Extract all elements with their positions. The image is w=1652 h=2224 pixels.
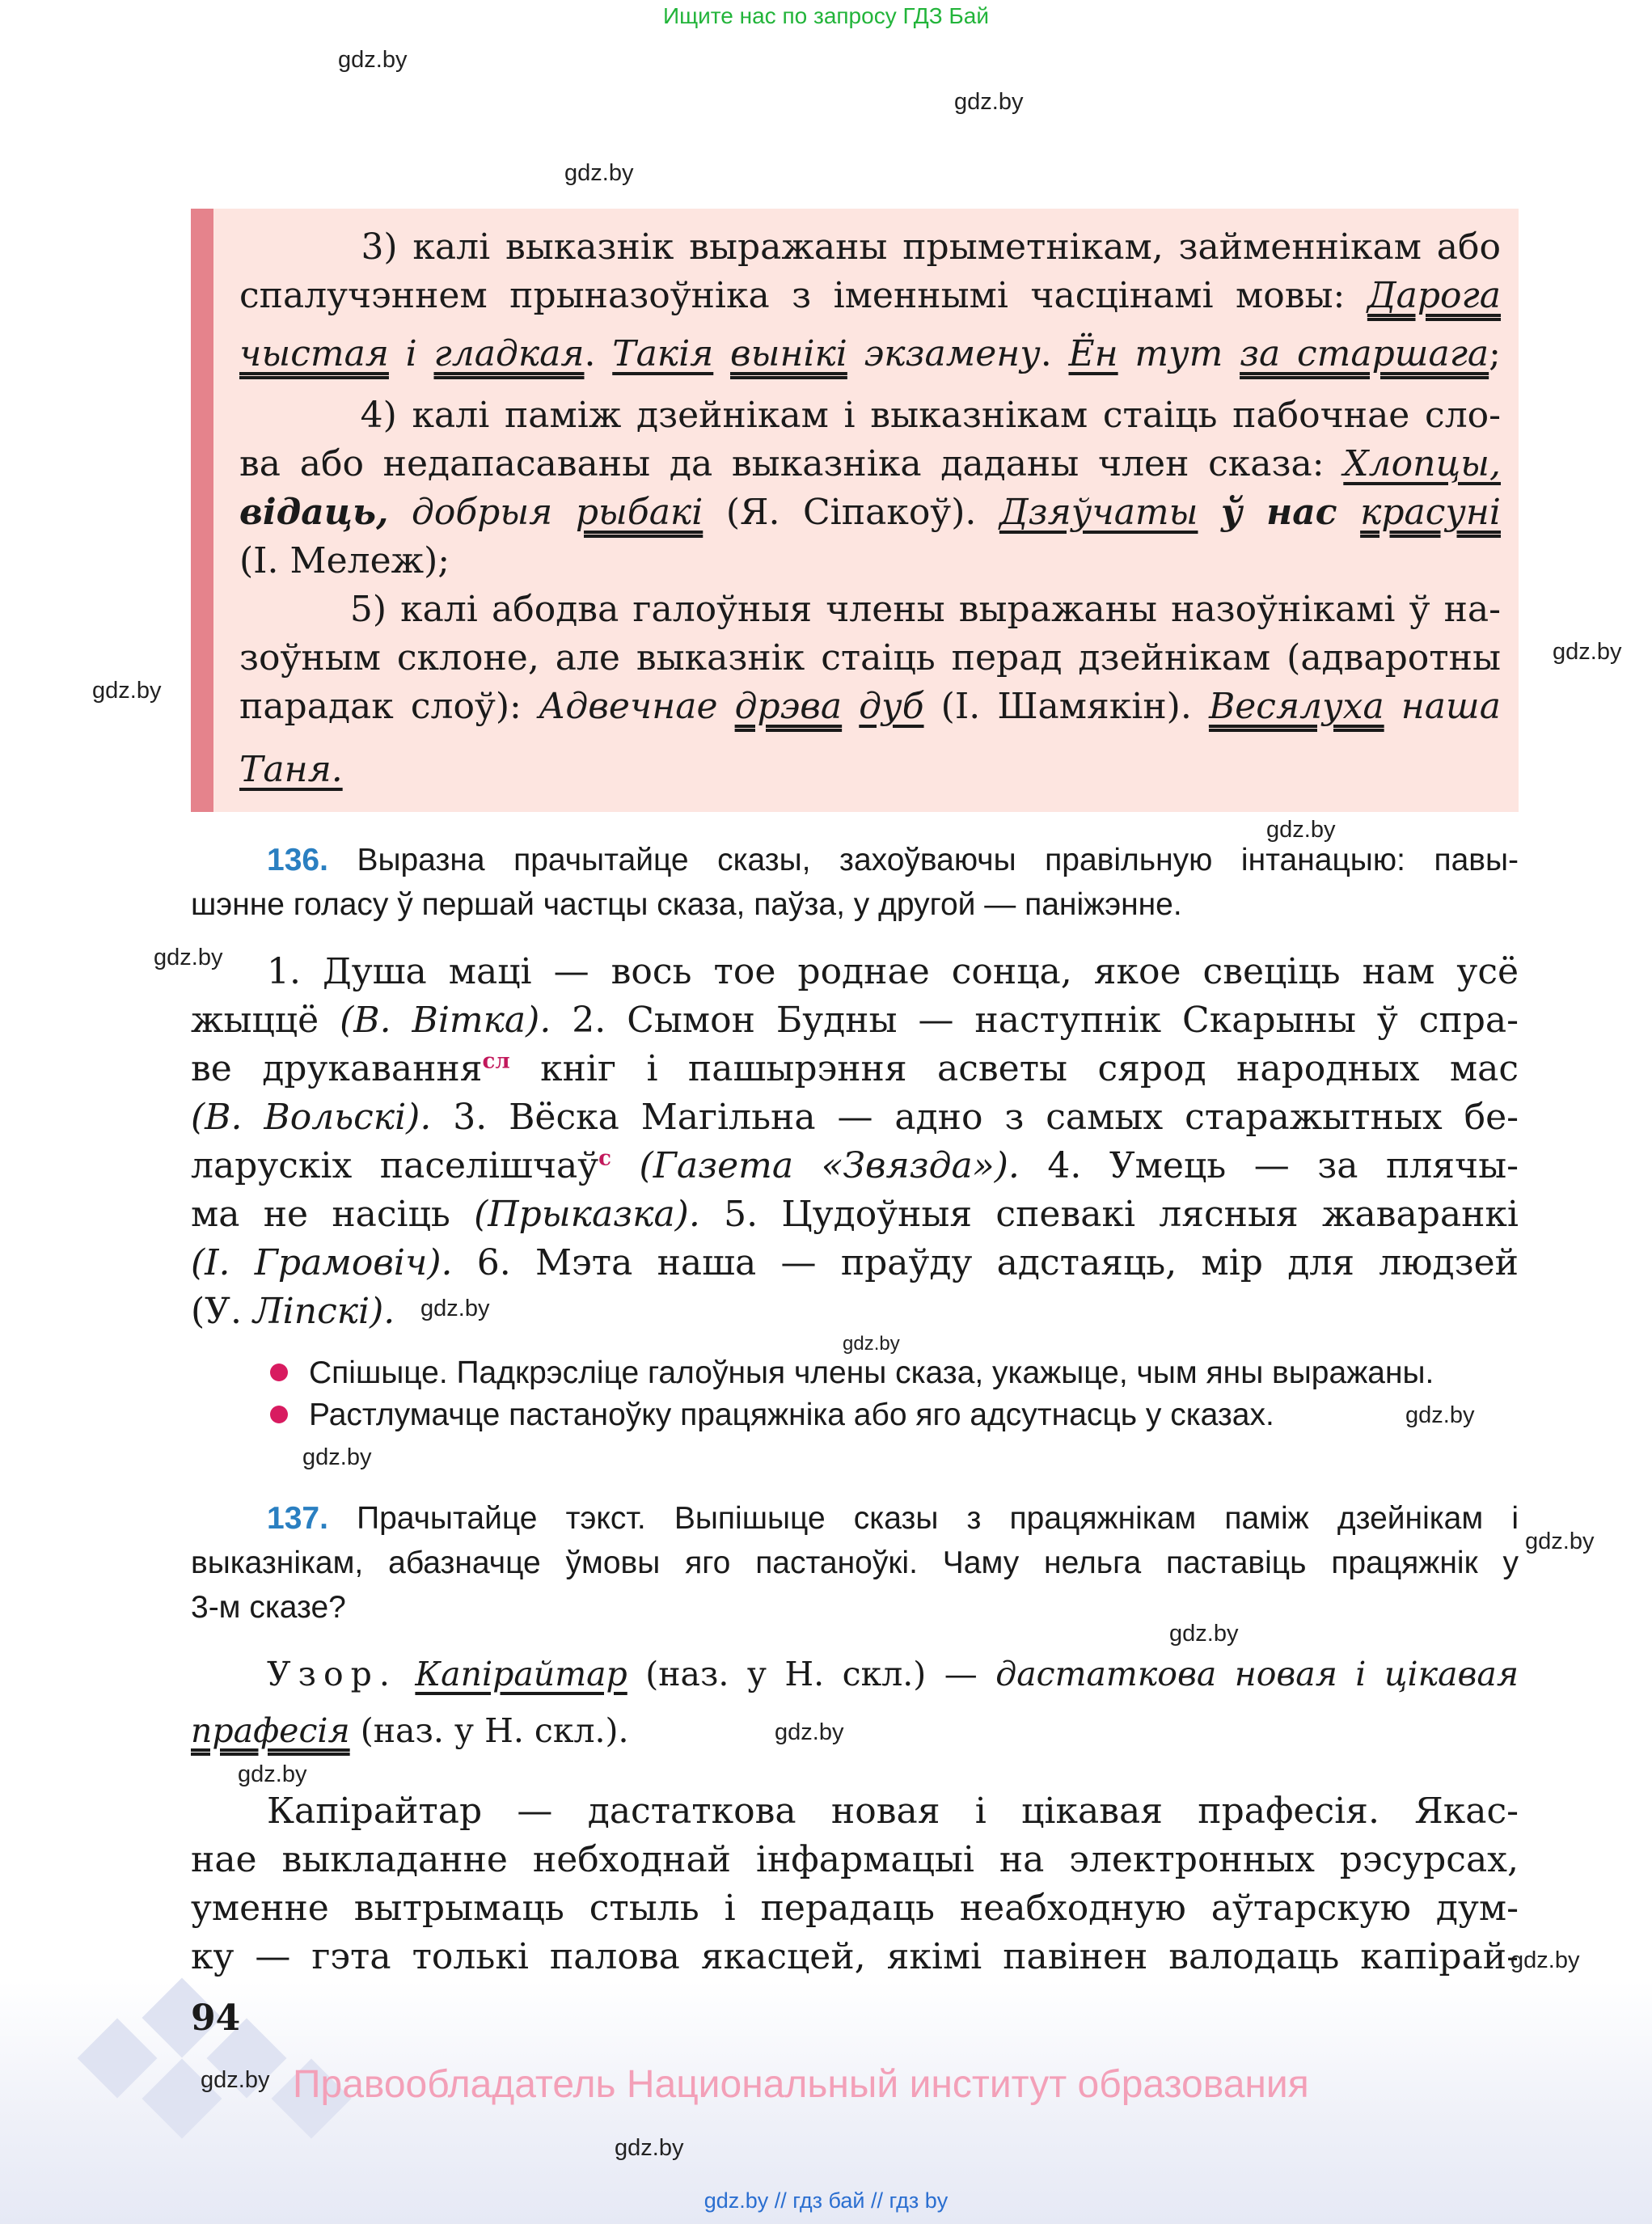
rule-item5-line4: Таня. [239, 749, 343, 790]
watermark: gdz.by [338, 47, 408, 73]
page-number: 94 [191, 1998, 241, 2039]
watermark: gdz.by [238, 1761, 307, 1787]
ex136-text-line8: (У. Ліпскі). [191, 1291, 395, 1332]
ex137-text-line2: нае выкладанне небходнай інфармацыі на электронных рэсурсах, [191, 1839, 1519, 1880]
ex137-sample-line1: Узор. Капірайтар (наз. у Н. скл.) — дастаткова новая і цікавая [267, 1655, 1519, 1693]
bottom-links[interactable]: gdz.by // гдз бай // гдз by [703, 2188, 949, 2213]
watermark: gdz.by [92, 678, 162, 704]
rule-item3-line2: спалучэннем прыназоўніка з іменнымі часцінамі мовы: Дарога [239, 275, 1501, 316]
watermark: gdz.by [420, 1296, 490, 1321]
ex136-text-line7: (І. Грамовіч). 6. Мэта наша — праўду адстаяць, мір для людзей [191, 1242, 1519, 1283]
watermark: gdz.by [954, 89, 1024, 115]
ex136-text-line4: (В. Вольскі). 3. Вёска Магільна — адно з самых старажытных бе- [191, 1097, 1519, 1138]
ex136-bullet-1: Спішыце. Падкрэсліце галоўныя члены сказа, укажыце, чым яны выражаны. [270, 1355, 1434, 1391]
rule-item3-line3: чыстая і гладкая. Такія вынікі экзамену. Ён тут за старшага; [239, 333, 1501, 374]
ex136-bullet-2: Растлумачце пастаноўку працяжніка або яго адсутнасць у сказах. [270, 1397, 1274, 1433]
ex137-task-line3: 3-м сказе? [191, 1590, 346, 1625]
ex137-text-line3: уменне вытрымаць стыль і перадаць неабходную аўтарскую дум- [191, 1888, 1519, 1929]
rule-item5-line1: 5) калі абодва галоўныя члены выражаны назоўнікамі ў на- [349, 589, 1502, 630]
watermark: gdz.by [1169, 1621, 1239, 1647]
ex137-sample-line2: прафесія (наз. у Н. скл.). [191, 1711, 629, 1750]
watermark: gdz.by [1553, 639, 1622, 665]
ex136-text-line5: ларускіх паселішчаў$^с$ (Газета «Звязда»). 4. Умець — за плячы- [191, 1145, 1519, 1186]
rule-item5-line2: зоўным склоне, але выказнік стаіць перад дзейнікам (адваротны [239, 637, 1501, 679]
copyright-notice: Правообладатель Национальный институт образования [293, 2063, 1309, 2106]
watermark: gdz.by [1405, 1402, 1475, 1428]
rule-item4-line1: 4) калі паміж дзейнікам і выказнікам стаіць пабочнае сло- [360, 395, 1501, 436]
ex137-text-line1: Капірайтар — дастаткова новая і цікавая прафесія. Якас- [267, 1791, 1519, 1832]
watermark: gdz.by [201, 2067, 270, 2093]
bullet-dot-icon [270, 1364, 288, 1381]
rule-item4-line3: відаць, добрыя рыбакі (Я. Сіпакоў). Дзяўчаты ў нас красуні [239, 492, 1501, 533]
rule-item4-line4: (І. Мележ); [239, 540, 450, 581]
ex137-text-line4: ку — гэта толькі палова якасцей, якімі павінен валодаць капірай- [191, 1936, 1519, 1977]
watermark: gdz.by [1266, 817, 1336, 843]
rule-accent-bar [191, 209, 213, 812]
watermark: gdz.by [1510, 1947, 1580, 1973]
watermark: gdz.by [302, 1444, 372, 1470]
watermark: gdz.by [1525, 1528, 1595, 1554]
search-banner: Ищите нас по запросу ГДЗ Бай [662, 3, 990, 28]
rule-item3-line1: 3) калі выказнік выражаны прыметнікам, займеннікам або [361, 226, 1502, 268]
ex136-task-line2: шэнне голасу ў першай частцы сказа, паўза, у другой — паніжэнне. [191, 887, 1182, 922]
bullet-dot-icon [270, 1406, 288, 1423]
ex137-task-line2: выказнікам, абазначце ўмовы яго пастаноўкі. Чаму нельга паставіць працяжнік у [191, 1545, 1519, 1580]
ex136-text-line6: ма не насіць (Прыказка). 5. Цудоўныя спевакі лясныя жаваранкі [191, 1194, 1519, 1235]
rule-item4-line2: ва або недапасаваны да выказніка даданы член сказа: Хлопцы, [239, 443, 1501, 484]
watermark: gdz.by [843, 1333, 900, 1355]
watermark: gdz.by [564, 160, 634, 186]
ex136-text-line3: ве друкавання$^{сл}$ кніг і пашырэння асветы сярод народных мас [191, 1048, 1519, 1089]
ex136-text-line2: жыццё (В. Вітка). 2. Сымон Будны — наступнік Скарыны ў спра- [191, 1000, 1519, 1041]
watermark: gdz.by [154, 945, 223, 970]
watermark: gdz.by [775, 1719, 844, 1745]
ex136-text-line1: 1. Душа маці — вось тое роднае сонца, якое свеціць нам усё [267, 951, 1519, 992]
watermark: gdz.by [615, 2135, 684, 2161]
ex137-task-line1: 137. Прачытайце тэкст. Выпішыце сказы з працяжнікам паміж дзейнікам і [267, 1501, 1519, 1536]
rule-item5-line3: парадак слоў): Адвечнае дрэва дуб (І. Шамякін). Весялуха наша [239, 686, 1501, 727]
ex136-task-line1: 136. Выразна прачытайце сказы, захоўваючы правільную інтанацыю: павы- [267, 843, 1519, 877]
